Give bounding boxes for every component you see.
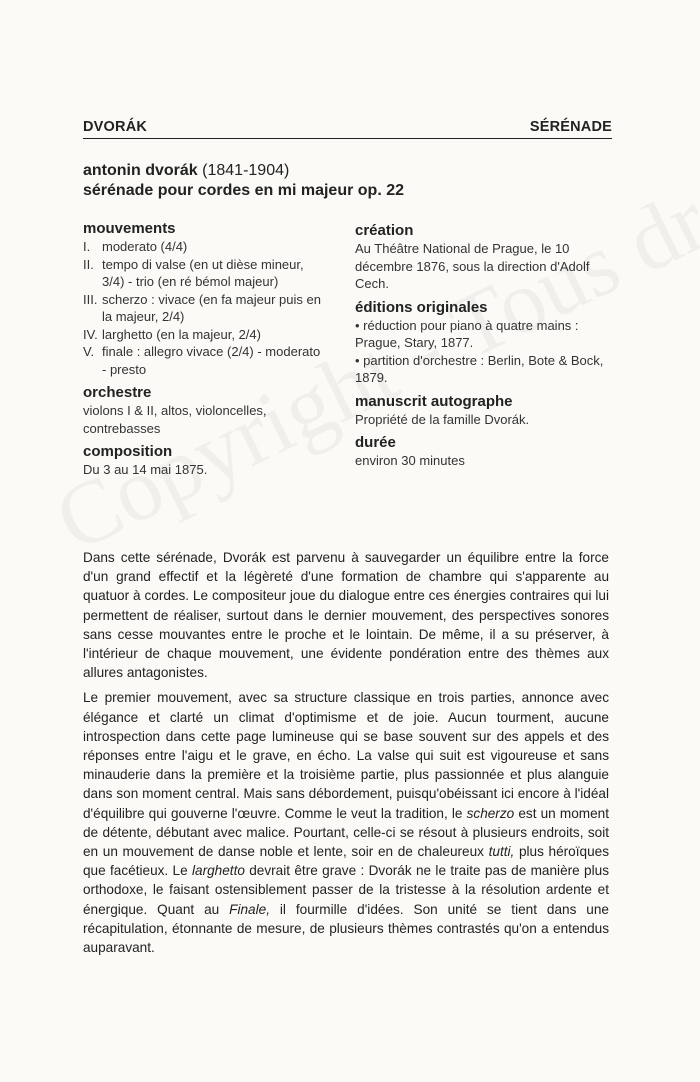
title-composer-line bbox=[83, 161, 623, 181]
composition-text: Du 3 au 14 mai 1875. bbox=[83, 462, 208, 477]
movement-number: I. bbox=[83, 239, 91, 254]
movement-text: finale : allegro vivace (2/4) - moderato - presto bbox=[102, 344, 321, 377]
orchestre-text: violons I & II, altos, violoncelles, contrebasses bbox=[83, 403, 267, 436]
editions-item-reduction: • réduction pour piano à quatre mains : Prague, Stary, 1877. bbox=[355, 317, 579, 350]
movement-text: scherzo : vivace (en fa majeur puis en la majeur, 2/4) bbox=[102, 291, 321, 324]
section-movements bbox=[83, 220, 323, 378]
paragraph-2-text-a: Le premier mouvement, avec sa structure classique en trois parties, annonce avec élégance et clarté un climat d'optimisme et de joie. Aucun tourment, aucune introspection dans cette page lumineuse qui se base souvent sur des appels et des réponses entre l'aigu et le grave, en écho. La valse qui suit est vigoureuse et sans minauderie dans la première et la troisième partie, plus passionnée et plus alanguie dans son moment central. Mais sans débordement, puisqu'obéissant ici encore à l'idéal d'équilibre qui gouverne l'œuvre. Comme le veut la tradition, le bbox=[83, 690, 609, 821]
paragraph-2-text-e: il fourmille d'idées. Son unité se tient dans une récapitulation, étonnante de mesure, de plusieurs thèmes contrastés qu'on a entendus auparavant. bbox=[83, 901, 609, 956]
section-editions bbox=[355, 299, 617, 387]
paragraph-2-text-b: est un moment de détente, débutant avec malice. Pourtant, celle-ci se résout à plusieurs endroits, soit en un mouvement de danse noble et lente, soir en de chaleureux bbox=[83, 805, 609, 860]
body-paragraph-2 bbox=[83, 688, 609, 957]
italic-larghetto: larghetto bbox=[192, 863, 245, 879]
list-item bbox=[83, 343, 323, 378]
title-work: sérénade pour cordes en mi majeur op. 22 bbox=[83, 182, 404, 199]
italic-finale: Finale, bbox=[229, 901, 270, 917]
section-orchestre bbox=[83, 384, 323, 437]
manuscrit-heading: manuscrit autographe bbox=[355, 392, 513, 410]
list-item bbox=[83, 326, 323, 344]
list-item bbox=[83, 291, 323, 326]
italic-tutti: tutti, bbox=[488, 844, 515, 860]
list-item bbox=[83, 256, 323, 291]
orchestre-heading: orchestre bbox=[83, 384, 152, 401]
header-composer: DVORÁK bbox=[83, 119, 148, 135]
section-creation bbox=[355, 222, 617, 293]
section-manuscrit bbox=[355, 393, 617, 429]
body-paragraph-1: Dans cette sérénade, Dvorák est parvenu à sauvegarder un équilibre entre la force d'un grand effectif et la légèreté d'une formation de chambre qui s'apparente au quatuor à cordes. Le compositeur joue du dialogue entre ces énergies contraires qui lui permettent de réaliser, surtout dans le dernier mouvement, des perspectives sonores sans cesse mouvantes entre le proche et le lointain. De même, il a su préserver, à l'intérieur de chaque mouvement, une évidente pondération entre des thèmes aux allures antagonistes. bbox=[83, 550, 609, 681]
composition-heading: composition bbox=[83, 443, 173, 460]
section-composition bbox=[83, 443, 323, 479]
duree-heading: durée bbox=[355, 434, 396, 451]
movement-number: V. bbox=[83, 344, 95, 359]
title-dates: (1841-1904) bbox=[202, 162, 290, 179]
paragraph-2-text-d: devrait être grave : Dvorák ne le traite pas de manière plus orthodoxe, le faisant ostensiblement passer de la tristesse à la résolution ardente et énergique. Quant au bbox=[83, 863, 609, 917]
movement-text: moderato (4/4) bbox=[102, 239, 188, 254]
running-header bbox=[83, 119, 612, 139]
right-column bbox=[355, 222, 617, 476]
creation-text: Au Théâtre National de Prague, le 10 décembre 1876, sous la direction d'Adolf Cech. bbox=[355, 241, 590, 291]
title-block bbox=[83, 161, 623, 201]
movement-number: IV. bbox=[83, 326, 98, 342]
duree-text: environ 30 minutes bbox=[355, 453, 465, 468]
movements-heading: mouvements bbox=[83, 220, 176, 237]
editions-heading: éditions originales bbox=[355, 298, 488, 316]
movement-number: II. bbox=[83, 256, 94, 272]
header-work: SÉRÉNADE bbox=[529, 119, 612, 135]
movement-text: larghetto (en la majeur, 2/4) bbox=[102, 326, 261, 342]
section-duree bbox=[355, 434, 617, 470]
paragraph-2-text-c: plus héroïques que facétieux. Le bbox=[83, 844, 609, 879]
movement-number: III. bbox=[83, 291, 98, 307]
left-column bbox=[83, 220, 323, 485]
creation-heading: création bbox=[355, 222, 414, 239]
title-composer: antonin dvorák bbox=[83, 162, 198, 179]
body-text bbox=[83, 548, 609, 963]
italic-scherzo: scherzo bbox=[466, 805, 515, 821]
list-item bbox=[83, 238, 323, 256]
editions-item-partition: • partition d'orchestre : Berlin, Bote & Bock, 1879. bbox=[355, 352, 604, 385]
movements-list bbox=[83, 238, 323, 378]
movement-text: tempo di valse (en ut dièse mineur, 3/4) - trio (en ré bémol majeur) bbox=[102, 256, 304, 289]
manuscrit-text: Propriété de la famille Dvorák. bbox=[355, 411, 530, 427]
